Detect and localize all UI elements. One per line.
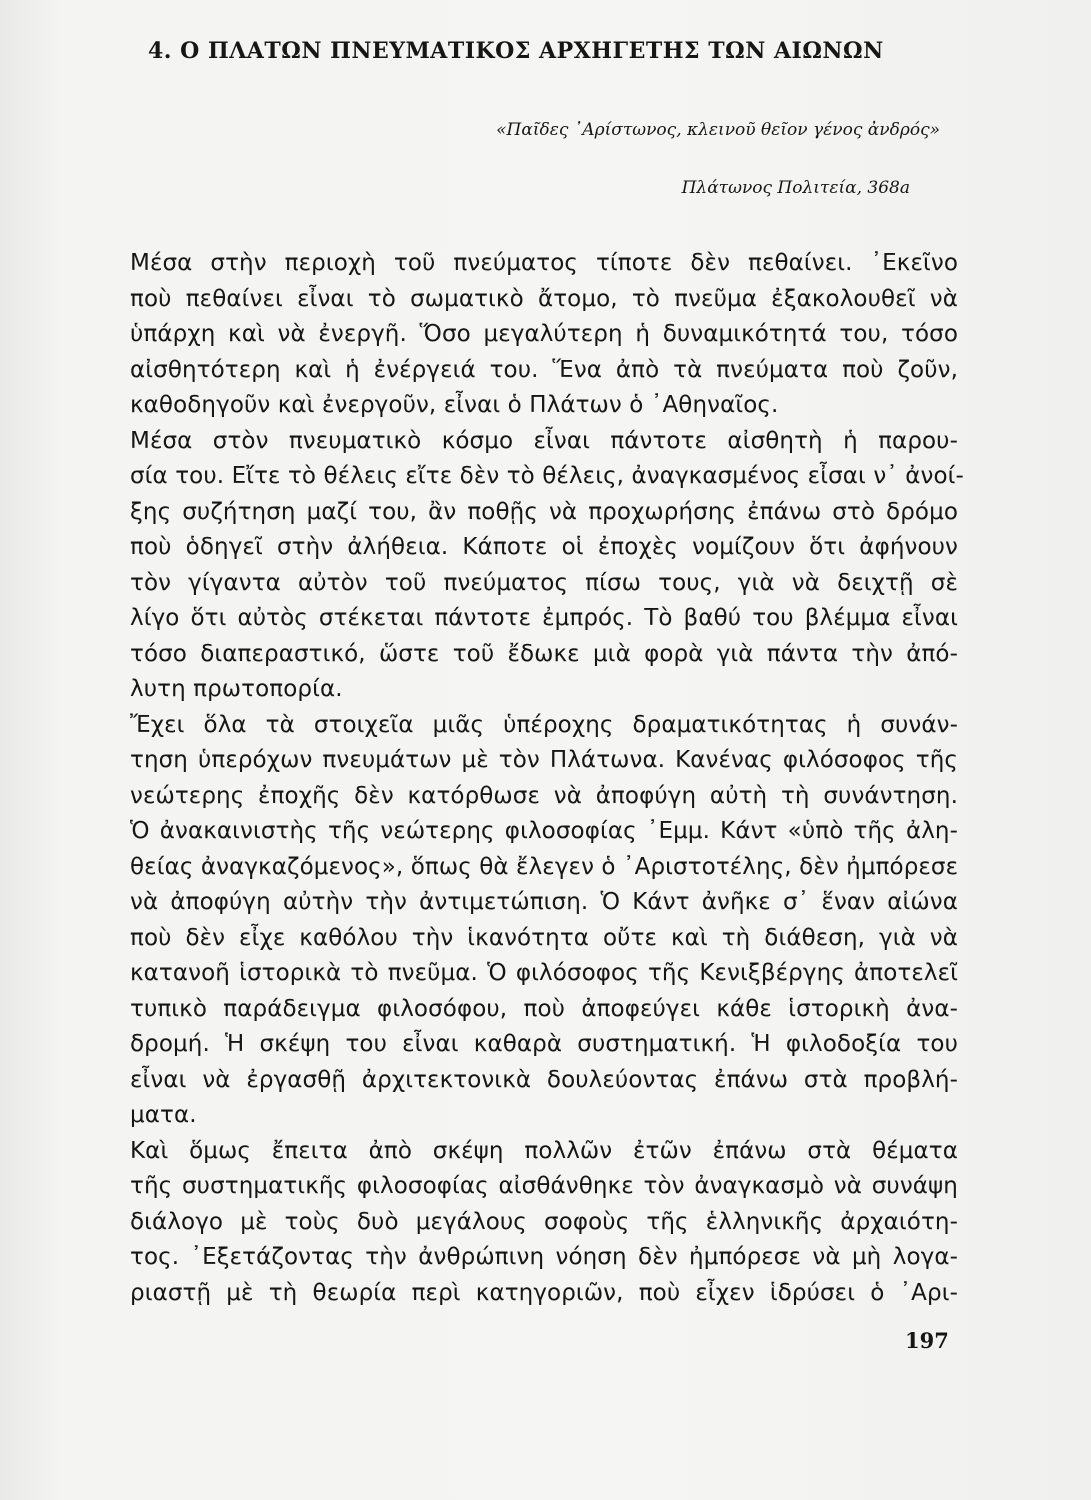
text-line: καθοδηγοῦν καὶ ἐνεργοῦν, εἶναι ὁ Πλάτων ὁ ᾿Αθηναῖος. (130, 392, 779, 418)
epigraph-quote: «Παῖδες ᾿Αρίστωνος, κλεινοῦ θεῖον γένος ἀνδρός» (496, 120, 940, 140)
text-line: τῆς συστηματικῆς φιλοσοφίας αἰσθάνθηκε τὸν ἀναγκασμὸ νὰ συνάψη (130, 1173, 958, 1199)
text-line: δρομή. Ἡ σκέψη του εἶναι καθαρὰ συστηματική. Ἡ φιλοδοξία του (130, 1031, 958, 1057)
text-line: λίγο ὅτι αὐτὸς στέκεται πάντοτε ἐμπρός. Τὸ βαθύ του βλέμμα εἶναι (130, 605, 958, 631)
text-line: κατανοῆ ἱστορικὰ τὸ πνεῦμα. Ὁ φιλόσοφος τῆς Κενιξβέργης ἀποτελεῖ (130, 960, 958, 986)
text-line: ριαστῇ μὲ τὴ θεωρία περὶ κατηγοριῶν, ποὺ εἶχεν ἱδρύσει ὁ ᾿Αρι- (130, 1279, 958, 1306)
body-text (130, 246, 964, 1311)
text-line: θείας ἀναγκαζόμενος», ὅπως θὰ ἔλεγεν ὁ ᾿Αριστοτέλης, δὲν ἠμπόρεσε (130, 853, 959, 880)
text-line: νεώτερης ἐποχῆς δὲν κατόρθωσε νὰ ἀποφύγη αὐτὴ τὴ συνάντηση. (130, 782, 958, 809)
text-line: εἶναι νὰ ἐργασθῇ ἀρχιτεκτονικὰ δουλεύοντας ἐπάνω στὰ προβλή- (130, 1066, 958, 1093)
text-line: ποὺ πεθαίνει εἶναι τὸ σωματικὸ ἄτομο, τὸ πνεῦμα ἐξακολουθεῖ νὰ (130, 285, 958, 312)
text-line: Μέσα στὸν πνευματικὸ κόσμο εἶναι πάντοτε αἰσθητὴ ἡ παρου- (130, 427, 958, 454)
text-line: τηση ὑπερόχων πνευμάτων μὲ τὸν Πλάτωνα. Κανένας φιλόσοφος τῆς (130, 747, 958, 773)
text-line: Μέσα στὴν περιοχὴ τοῦ πνεύματος τίποτε δὲν πεθαίνει. ᾿Εκεῖνο (130, 250, 958, 276)
text-line: διάλογο μὲ τοὺς δυὸ μεγάλους σοφοὺς τῆς ἑλληνικῆς ἀρχαιότη- (130, 1208, 958, 1235)
text-line: αἰσθητότερη καὶ ἡ ἐνέργειά του. Ἕνα ἀπὸ τὰ πνεύματα ποὺ ζοῦν, (130, 356, 958, 383)
page-number: 197 (905, 1328, 949, 1353)
text-line: σία του. Εἴτε τὸ θέλεις εἴτε δὲν τὸ θέλεις, ἀναγκασμένος εἶσαι ν᾿ ἀνοί- (130, 463, 964, 489)
text-line: τος. ᾿Εξετάζοντας τὴν ἀνθρώπινη νόηση δὲν ἠμπόρεσε νὰ μὴ λογα- (130, 1244, 958, 1270)
text-line: Ὁ ἀνακαινιστὴς τῆς νεώτερης φιλοσοφίας ᾿Εμμ. Κάντ «ὑπὸ τῆς ἀλη- (130, 818, 958, 844)
text-line: τὸν γίγαντα αὐτὸν τοῦ πνεύματος πίσω τους, γιὰ νὰ δειχτῇ σὲ (130, 569, 958, 596)
text-line: ματα. (130, 1102, 197, 1128)
text-line: ποὺ δὲν εἶχε καθόλου τὴν ἱκανότητα οὔτε καὶ τὴ διάθεση, γιὰ νὰ (130, 924, 958, 951)
text-line: λυτη πρωτοπορία. (130, 676, 343, 702)
text-line: νὰ ἀποφύγη αὐτὴν τὴν ἀντιμετώπιση. Ὁ Κάντ ἀνῆκε σ᾿ ἕναν αἰώνα (130, 889, 958, 915)
epigraph-citation: Πλάτωνος Πολιτεία, 368a (681, 178, 910, 198)
chapter-heading: 4. Ο ΠΛΑΤΩΝ ΠΝΕΥΜΑΤΙΚΟΣ ΑΡΧΗΓΕΤΗΣ ΤΩΝ ΑΙΩΝΩΝ (148, 38, 884, 64)
text-line: ποὺ ὁδηγεῖ στὴν ἀλήθεια. Κάποτε οἱ ἐποχὲς νομίζουν ὅτι ἀφήνουν (130, 534, 958, 560)
text-line: Καὶ ὅμως ἔπειτα ἀπὸ σκέψη πολλῶν ἐτῶν ἐπάνω στὰ θέματα (130, 1137, 958, 1164)
text-line: ξης συζήτηση μαζί του, ἂν ποθῇς νὰ προχωρήσης ἐπάνω στὸ δρόμο (130, 498, 958, 525)
text-line: Ἔχει ὅλα τὰ στοιχεῖα μιᾶς ὑπέροχης δραματικότητας ἡ συνάν- (130, 711, 958, 738)
text-line: ὑπάρχη καὶ νὰ ἐνεργῆ. Ὅσο μεγαλύτερη ἡ δυναμικότητά του, τόσο (130, 321, 958, 347)
text-line: τυπικὸ παράδειγμα φιλοσόφου, ποὺ ἀποφεύγει κάθε ἱστορικὴ ἀνα- (130, 995, 958, 1022)
text-line: τόσο διαπεραστικό, ὥστε τοῦ ἔδωκε μιὰ φορὰ γιὰ πάντα τὴν ἀπό- (130, 640, 958, 667)
